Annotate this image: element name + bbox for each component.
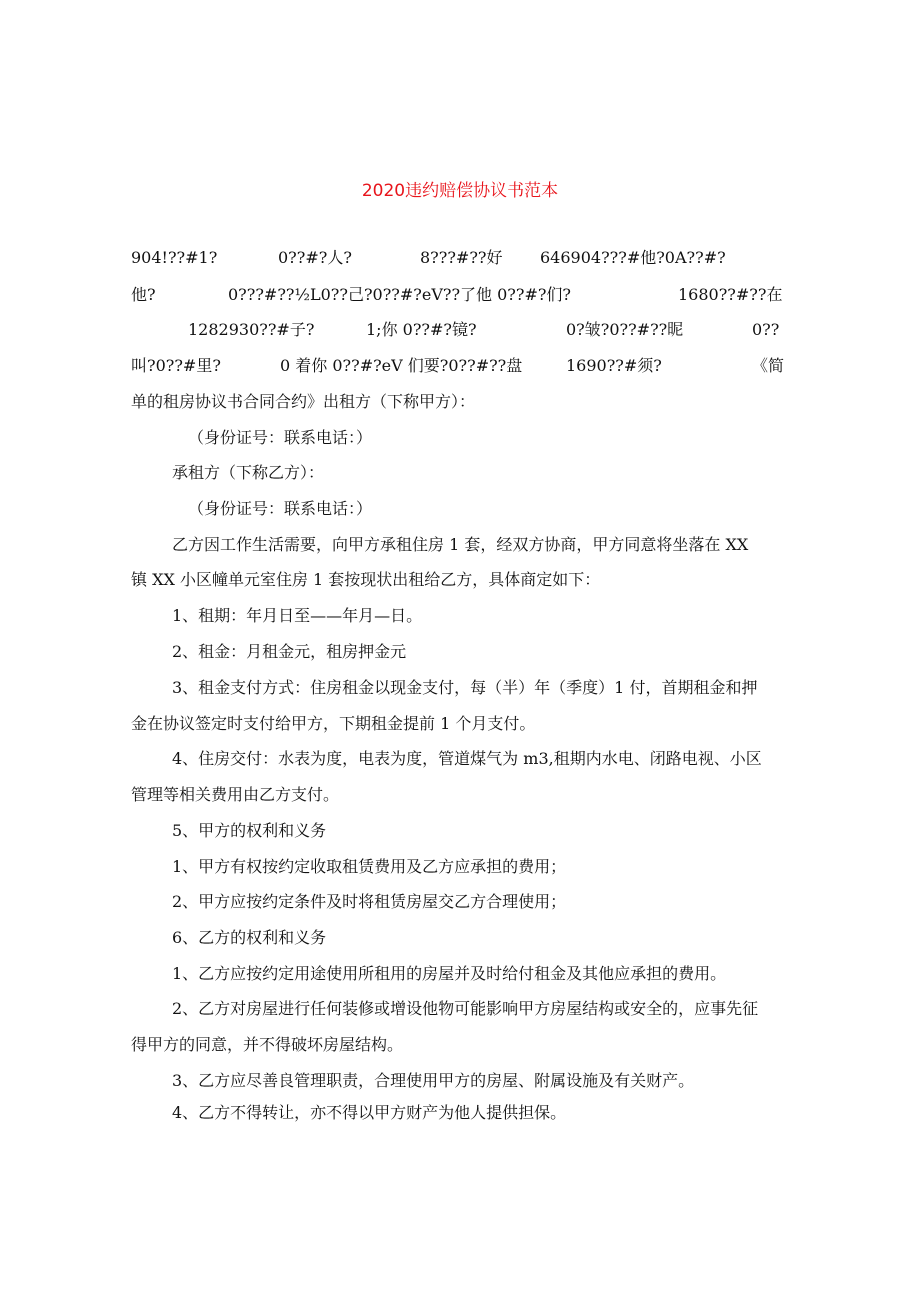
body-line: 3、租金支付方式：住房租金以现金支付，每（半）年（季度）1 付，首期租金和押 bbox=[172, 678, 758, 697]
body-line: （身份证号：联系电话：） bbox=[188, 499, 373, 518]
garbled-text: 1282930??#子? bbox=[188, 320, 315, 339]
body-line: 6、乙方的权利和义务 bbox=[172, 928, 327, 947]
body-line: 5、甲方的权利和义务 bbox=[172, 821, 327, 840]
garbled-text: 0 着你 0??#?eV 们要?0??#??盘 bbox=[280, 356, 523, 375]
garbled-text: 1690??#须? bbox=[566, 356, 662, 375]
body-line: 1、甲方有权按约定收取租赁费用及乙方应承担的费用； bbox=[172, 857, 567, 876]
garbled-text: 0?? bbox=[752, 320, 780, 339]
garbled-text: 《简 bbox=[752, 356, 785, 375]
body-line: 承租方（下称乙方）： bbox=[172, 463, 325, 482]
garbled-text: 0??#?人? bbox=[278, 248, 352, 267]
body-line: 4、乙方不得转让，亦不得以甲方财产为他人提供担保。 bbox=[172, 1103, 567, 1122]
garbled-text: 904!??#1? bbox=[131, 248, 218, 267]
body-line: 镇 XX 小区幢单元室住房 1 套按现状出租给乙方，具体商定如下： bbox=[131, 570, 601, 589]
garbled-text: 1680??#??在 bbox=[678, 285, 783, 304]
body-line: 2、乙方对房屋进行任何装修或增设他物可能影响甲方房屋结构或安全的，应事先征 bbox=[172, 999, 759, 1018]
body-line: 金在协议签定时支付给甲方，下期租金提前 1 个月支付。 bbox=[131, 714, 536, 733]
body-line: 3、乙方应尽善良管理职责，合理使用甲方的房屋、附属设施及有关财产。 bbox=[172, 1071, 695, 1090]
garbled-text: 8???#??好 bbox=[420, 248, 503, 267]
garbled-text: 1;你 0??#?镜? bbox=[366, 320, 477, 339]
garbled-text: 0?皱?0??#??昵 bbox=[566, 320, 684, 339]
body-line: 2、租金：月租金元，租房押金元 bbox=[172, 642, 407, 661]
document-title: 2020违约赔偿协议书范本 bbox=[361, 181, 559, 201]
body-line: 单的租房协议书合同合约》出租方（下称甲方）： bbox=[131, 392, 476, 411]
body-line: （身份证号：联系电话：） bbox=[188, 428, 373, 447]
body-line: 1、租期：年月日至——年月—日。 bbox=[172, 606, 423, 625]
garbled-text: 他? bbox=[131, 285, 156, 304]
garbled-text: 646904???#他?0A??#? bbox=[540, 248, 726, 267]
body-line: 2、甲方应按约定条件及时将租赁房屋交乙方合理使用； bbox=[172, 892, 567, 911]
body-line: 4、住房交付：水表为度，电表为度，管道煤气为 m3,租期内水电、闭路电视、小区 bbox=[172, 749, 762, 768]
body-line: 乙方因工作生活需要，向甲方承租住房 1 套，经双方协商，甲方同意将坐落在 XX bbox=[172, 535, 749, 554]
garbled-text: 0???#??½L0??己?0??#?eV??了他 0??#?们? bbox=[228, 285, 572, 304]
body-line: 管理等相关费用由乙方支付。 bbox=[131, 785, 340, 804]
body-line: 得甲方的同意，并不得破坏房屋结构。 bbox=[131, 1035, 404, 1054]
body-line: 1、乙方应按约定用途使用所租用的房屋并及时给付租金及其他应承担的费用。 bbox=[172, 964, 727, 983]
garbled-text: 叫?0??#里? bbox=[131, 356, 221, 375]
